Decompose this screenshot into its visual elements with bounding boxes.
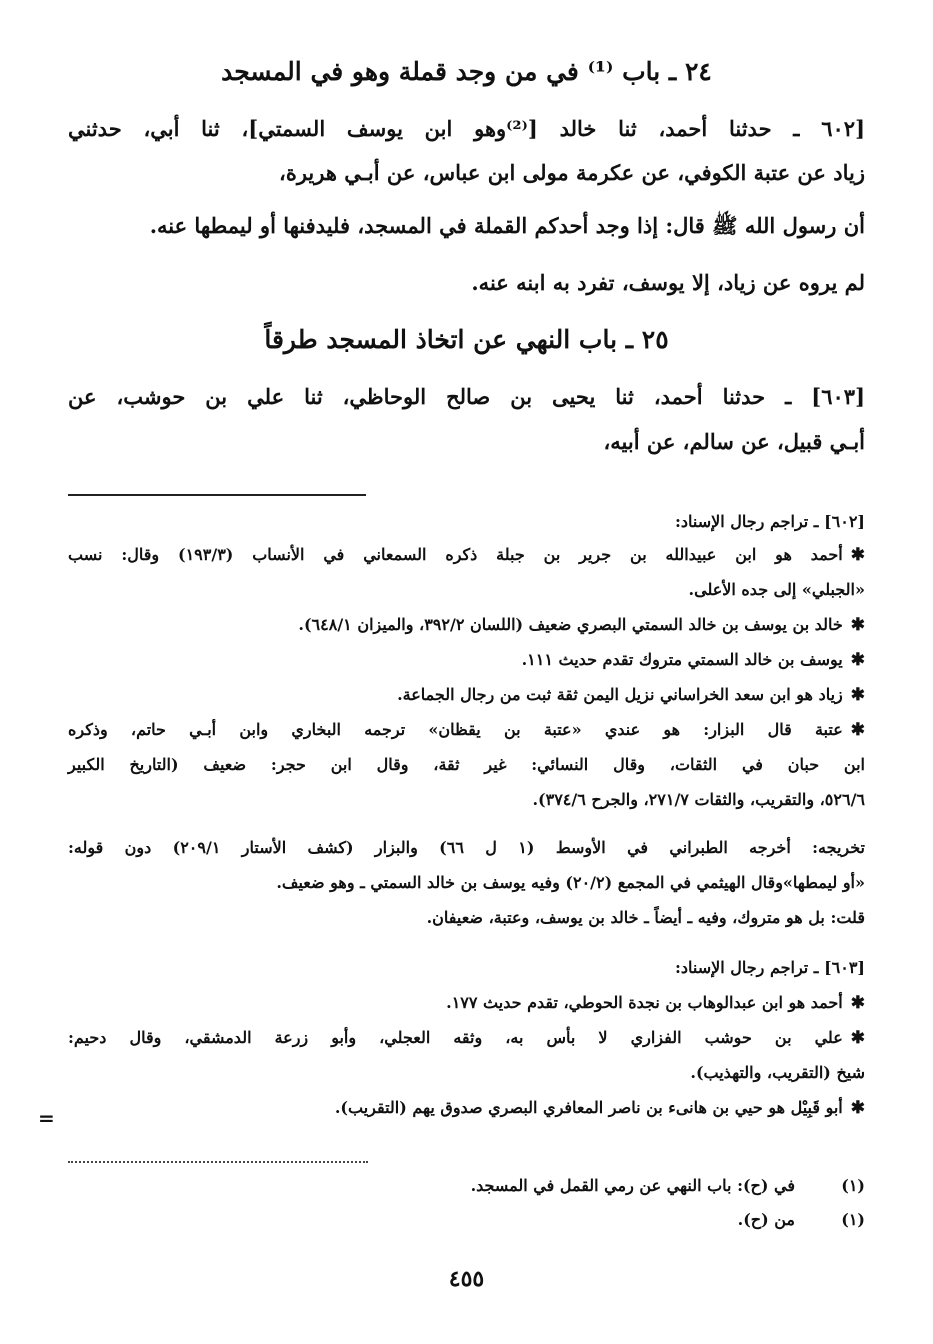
hadith-602-matn: أن رسول الله ﷺ قال: إذا وجد أحدكم القملة في المسجد، فليدفنها أو ليمطها عنه.	[149, 213, 865, 238]
footnote-text: في (ح): باب النهي عن رمي القمل في المسجد.	[470, 1176, 795, 1195]
notes-602-line-6: ✱عتبة قال البزار: هو عندي «عتبة بن يقظان» ترجمه البخاري وابن أبـي حاتم، وذكره	[68, 720, 865, 740]
hadith-603-line-2: أبـي قبيل، عن سالم، عن أبيه،	[603, 429, 865, 454]
notes-602-line-4: ✱يوسف بن خالد السمتي متروك تقدم حديث ١١١.	[521, 650, 865, 670]
bullet-icon: ✱	[850, 720, 865, 740]
notes-602-line-3: ✱خالد بن يوسف بن خالد السمتي البصري ضعيف (اللسان ٣٩٢/٢، والميزان ٦٤٨/١).	[298, 615, 865, 635]
notes-603-line-2: ✱علي بن حوشب الفزاري لا بأس به، وثقه العجلي، وأبو زرعة الدمشقي، وقال دحيم:	[68, 1028, 866, 1048]
notes-602-line-8: ٥٢٦/٦، والتقريب، والثقات ٢٧١/٧، والجرح ٣٧٤/٦).	[532, 790, 865, 809]
bullet-icon: ✱	[850, 993, 865, 1013]
footnote-text: من (ح).	[737, 1210, 795, 1229]
continuation-mark: =	[38, 1106, 55, 1130]
bullet-icon: ✱	[850, 1028, 866, 1048]
bullet-icon: ✱	[850, 545, 866, 565]
notes-603-line-3: شيخ (التقريب، والتهذيب).	[690, 1063, 865, 1082]
notes-602-line-7: ابن حبان في الثقات، وقال النسائي: غير ثقة، وقال ابن حجر: ضعيف (التاريخ الكبير	[68, 755, 866, 774]
bullet-icon: ✱	[850, 615, 865, 635]
footnote-number: (١)	[841, 1210, 865, 1229]
notes-602-line-2: «الجبلي» إلى جده الأعلى.	[688, 580, 865, 599]
footnote-dotted-separator	[68, 1161, 368, 1163]
hadith-602-line-1: [٦٠٢ ـ حدثنا أحمد، ثنا خالد [⁽²⁾وهو ابن يوسف السمتي]، ثنا أبي، حدثني	[68, 116, 865, 141]
takhrij-602-line-3: قلت: بل هو متروك، وفيه ـ أيضاً ـ خالد بن يوسف، وعتبة، ضعيفان.	[426, 908, 865, 927]
footnote-number: (١)	[841, 1176, 865, 1195]
hadith-602-line-2: زياد عن عتبة الكوفي، عن عكرمة مولى ابن عباس، عن أبـي هريرة،	[279, 160, 865, 185]
notes-603-title: [٦٠٣] ـ تراجم رجال الإسناد:	[675, 958, 865, 977]
footnote-separator	[68, 494, 366, 496]
hadith-603-line-1: [٦٠٣] ـ حدثنا أحمد، ثنا يحيى بن صالح الوحاظي، ثنا علي بن حوشب، عن	[68, 384, 865, 409]
notes-603-line-4: ✱أبو قَبِيْل هو حيي بن هانىء بن ناصر المعافري البصري صدوق يهم (التقريب).	[334, 1098, 865, 1118]
bullet-icon: ✱	[850, 1098, 865, 1118]
section-heading-24: ٢٤ ـ باب ⁽¹⁾ في من وجد قملة وهو في المسجد	[221, 57, 712, 86]
takhrij-602-line-2: «أو ليمطها»وقال الهيثمي في المجمع (٢٠/٢) وفيه يوسف بن خالد السمتي ـ وهو ضعيف.	[276, 873, 865, 892]
notes-602-title: [٦٠٢] ـ تراجم رجال الإسناد:	[675, 512, 865, 531]
bullet-icon: ✱	[850, 650, 865, 670]
notes-602-line-1: ✱أحمد هو ابن عبيدالله بن جرير بن جبلة ذكره السمعاني في الأنساب (١٩٣/٣) وقال: نسب	[68, 545, 866, 565]
section-heading-25: ٢٥ ـ باب النهي عن اتخاذ المسجد طرقاً	[264, 325, 669, 354]
notes-602-line-5: ✱زياد هو ابن سعد الخراساني نزيل اليمن ثقة ثبت من رجال الجماعة.	[397, 685, 865, 705]
hadith-602-comment: لم يروه عن زياد، إلا يوسف، تفرد به ابنه عنه.	[471, 270, 865, 295]
bullet-icon: ✱	[850, 685, 865, 705]
footnote-1	[471, 1176, 865, 1195]
takhrij-602-line-1: تخريجه: أخرجه الطبراني في الأوسط (١ ل ٦٦) والبزار (كشف الأستار ٢٠٩/١) دون قوله:	[68, 838, 866, 857]
notes-603-line-1: ✱أحمد هو ابن عبدالوهاب بن نجدة الحوطي، تقدم حديث ١٧٧.	[446, 993, 865, 1013]
page-number: ٤٥٥	[448, 1266, 485, 1292]
footnote-2	[738, 1210, 865, 1229]
